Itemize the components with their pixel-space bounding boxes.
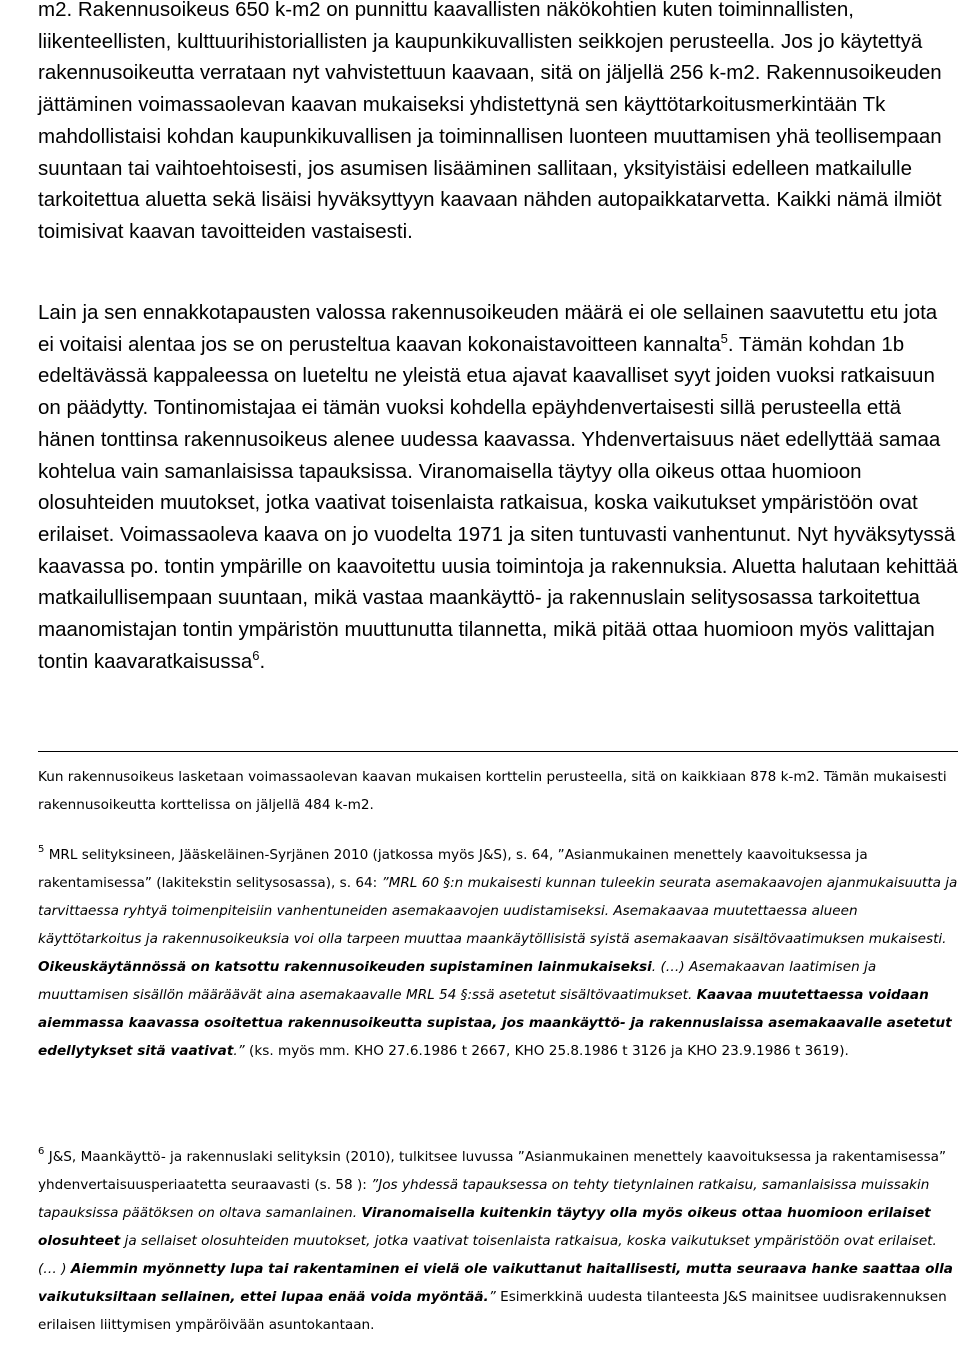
footnote-separator (38, 751, 958, 752)
footnote-5-quote-end: .” (233, 1043, 245, 1059)
footnote-5-quote-bold-1: Oikeuskäytännössä on katsottu rakennusoikeuden supistaminen lainmukaiseksi (38, 959, 652, 975)
body-paragraph-1 (38, 0, 958, 248)
body-paragraph-1-text: m2. Rakennusoikeus 650 k-m2 on punnittu kaavallisten näkökohtien kuten toiminnallisten, liikenteellisten, kulttuurihistoriallisten ja kaupunkikuvallisten seikkojen perusteella. Jos jo käytettyä rakennusoikeutta verrataan nyt vahvistettuun kaavaan, sitä on jäljellä 256 k-m2. Rakennusoikeuden jättäminen voimassaolevan kaavan mukaiseksi yhdistettynä sen käyttötarkoitusmerkintään Tk mahdollistaisi kohdan kaupunkikuvallisen ja toiminnallisen luonteen muuttamisen yhä teollisempaan suuntaan tai vaihtoehtoisesti, jos asumisen lisääminen sallitaan, yksityistäisi edelleen matkailulle tarkoitettua aluetta sekä lisäisi hyväksyttyyn kaavaan nähden autopaikkatarvetta. Kaikki nämä ilmiöt toimisivat kaavan tavoitteiden vastaisesti. (38, 0, 942, 243)
footnote-calculation-text: Kun rakennusoikeus lasketaan voimassaolevan kaavan mukaisen korttelin perusteella, sitä on kaikkiaan 878 k-m2. Tämän mukaisesti rakennusoikeutta korttelissa on jäljellä 484 k-m2. (38, 769, 947, 813)
footnote-6-quote-italic: ”Jos yhdessä tapauksessa on tehty tietynlainen ratkaisu, samanlaisissa muissakin tapauksissa päätöksen on oltava samanlainen. (38, 1177, 930, 1221)
footnote-5-number: 5 (38, 844, 45, 855)
body-paragraph-2 (38, 297, 958, 677)
footnote-ref-5[interactable]: 5 (720, 330, 728, 346)
footnote-5-quote-italic: ”MRL 60 §:n mukaisesti kunnan tuleekin seurata asemakaavojen ajanmukaisuutta ja tarvittaessa ryhtyä toimenpiteisiin vanhentuneiden asemakaavojen uudistamiseksi. Asemakaavaa muutettaessa alueen käyttötarkoitus ja rakennusoikeuksia voi olla tarpeen muuttaa maankäytöllisistä syistä asemakaavan sisältövaatimuksen mukaisesti. (38, 875, 958, 947)
footnote-6-quote-end: ” (488, 1289, 496, 1305)
footnote-6-number: 6 (38, 1146, 45, 1157)
footnote-5-quote-bold-2: Kaavaa muutettaessa voidaan aiemmassa kaavassa osoitettua rakennusoikeutta supistaa, jos maankäyttö- ja rakennuslaissa asemakaavalle asetetut edellytykset sitä vaativat (38, 987, 952, 1059)
footnote-6-text-a: J&S, Maankäyttö- ja rakennuslaki selityksin (2010), tulkitsee luvussa ”Asianmukainen menettely kaavoituksessa ja rakentamisessa” yhdenvertaisuusperiaatetta seuraavasti (s. 58 ): (38, 1149, 947, 1193)
footnote-6-text-end: Esimerkkinä uudesta tilanteesta J&S mainitsee uudisrakennuksen erilaisen liittymisen ympäröivään asuntokantaan. (38, 1289, 947, 1333)
footnote-5-quote-italic-2: . (…) Asemakaavan laatimisen ja muuttamisen sisällön määräävät aina asemakaavalle MRL 54 §:ssä asetetut sisältövaatimukset. (38, 959, 877, 1003)
body-paragraph-2-text-a: Lain ja sen ennakkotapausten valossa rakennusoikeuden määrä ei ole sellainen saavutettu etu jota ei voitaisi alentaa jos se on perusteltua kaavan kokonaistavoitteen kannalta (38, 301, 938, 356)
footnote-5-text-a: MRL selityksineen, Jääskeläinen-Syrjänen 2010 (jatkossa myös J&S), s. 64, ”Asianmukainen menettely kaavoituksessa ja rakentamisessa” (lakitekstin selitysosassa), s. 64: (38, 847, 868, 891)
footnote-5 (38, 841, 958, 1065)
footnote-6-quote-bold-2: Aiemmin myönnetty lupa tai rakentaminen ei vielä ole vaikuttanut haitallisesti, mutta seuraava hanke saattaa olla vaikutuksiltaan sellainen, ettei lupaa enää voida myöntää. (38, 1261, 953, 1305)
body-paragraph-2-text-c: . (259, 649, 266, 673)
footnote-6-quote-italic-2: ja sellaiset olosuhteiden muutokset, jotka vaativat toisenlaista ratkaisua, koska vaikutukset ympäristöön ovat erilaiset. (… ) (38, 1233, 937, 1277)
footnote-5-text-ref: (ks. myös mm. KHO 27.6.1986 t 2667, KHO 25.8.1986 t 3126 ja KHO 23.9.1986 t 3619). (244, 1043, 849, 1059)
footnote-calculation (38, 763, 958, 819)
body-paragraph-2-text-b: . Tämän kohdan 1b edeltävässä kappaleessa on lueteltu ne yleistä etua ajavat kaavalliset syyt joiden vuoksi ratkaisuun on päädytty. Tontinomistajaa ei tämän vuoksi kohdella epäyhdenvertaisesti sillä perusteella että hänen tonttinsa rakennusoikeus alenee uudessa kaavassa. Yhdenvertaisuus näet edellyttää samaa kohtelua vain samanlaisissa tapauksissa. Viranomaisella täytyy olla oikeus ottaa huomioon olosuhteiden muutokset, jotka vaativat toisenlaista ratkaisua, koska vaikutukset ympäristöön ovat erilaiset. Voimassaoleva kaava on jo vuodelta 1971 ja siten tuntuvasti vanhentunut. Nyt hyväksytyssä kaavassa po. tontin ympärille on kaavoitettu uusia toimintoja ja rakennuksia. Aluetta halutaan kehittää matkailullisempaan suuntaan, mikä vastaa maankäyttö- ja rakennuslain selitysosassa tarkoitettua maanomistajan tontin ympäristön muuttunutta tilannetta, mikä pitää ottaa huomioon myös valittajan tontin kaavaratkaisussa (38, 332, 958, 673)
footnote-ref-6[interactable]: 6 (252, 647, 260, 663)
footnote-6 (38, 1143, 958, 1339)
footnote-6-quote-bold-1: Viranomaisella kuitenkin täytyy olla myös oikeus ottaa huomioon erilaiset olosuhteet (38, 1205, 931, 1249)
